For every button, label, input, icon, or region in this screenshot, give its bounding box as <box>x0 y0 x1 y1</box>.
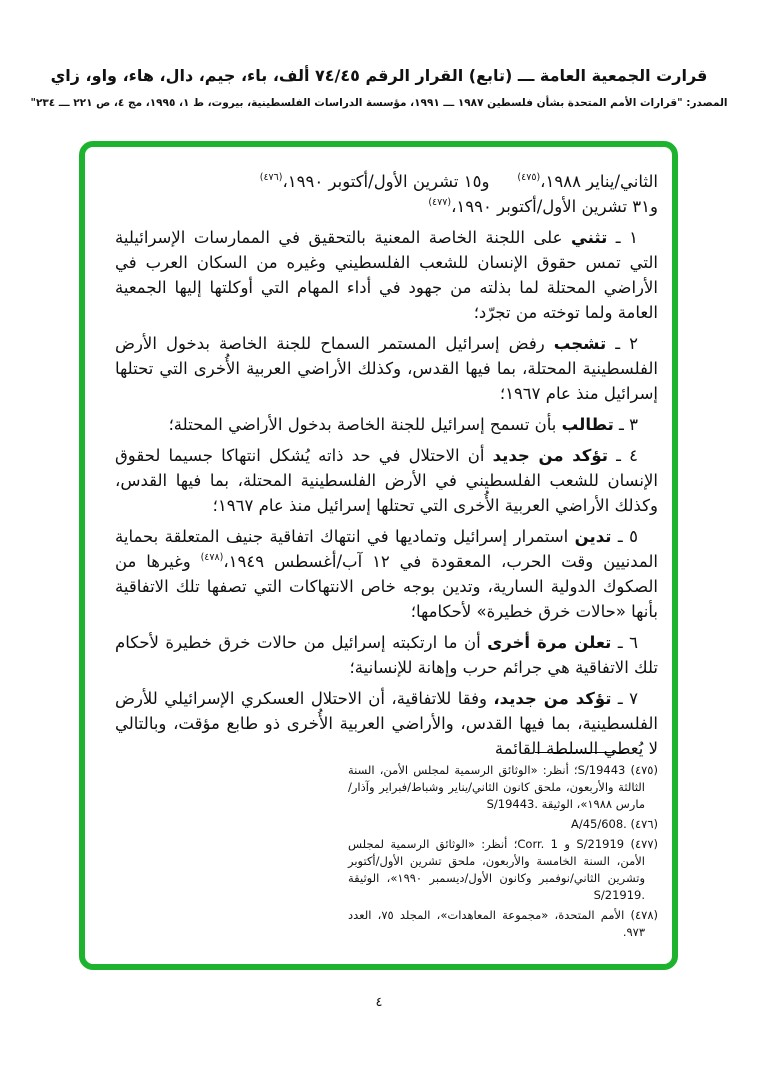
text-run: وغيرها من الصكوك الدولية السارية، وتدين بوجه خاص الانتهاكات التي تصفها تلك الاتفاقية بأنها «حالات خرق خطيرة» لأحكامها؛ <box>115 552 658 621</box>
intro-line <box>115 169 658 194</box>
page-number: ٤ <box>375 995 383 1010</box>
footnote: (٤٧٨) الأمم المتحدة، «مجموعة المعاهدات»، المجلد ٧٥، العدد ٩٧٣. <box>348 908 658 939</box>
footnote-list <box>348 762 658 941</box>
resolution-paragraph <box>115 686 658 761</box>
text-run: وفقا للاتفاقية، أن الاحتلال العسكري الإسرائيلي للأرض الفلسطينية، بما فيها القدس، والأراضي العربية الأُخرى ذو طابع مؤقت، وبالتالي لا يُعطي السلطة القائمة <box>115 689 658 758</box>
resolution-paragraphs <box>115 225 658 761</box>
text-run: الثاني/يناير ١٩٨٨، <box>540 172 658 191</box>
text-run: ٦ ـ <box>611 633 638 652</box>
text-run: ٥ ـ <box>611 527 638 546</box>
operative-word: تدين <box>574 527 612 546</box>
operative-word: تؤكد من جديد، <box>493 689 612 708</box>
footnote-separator <box>535 752 628 753</box>
text-run: استمرار إسرائيل وتماديها في انتهاك اتفاقية جنيف المتعلقة بحماية المدنيين وقت الحرب، المعقودة في ١٢ آب/أغسطس ١٩٤٩، <box>115 527 659 571</box>
source-line: المصدر: "قرارات الأمم المتحدة بشأن فلسطين ١٩٨٧ ـــ ١٩٩١، مؤسسة الدراسات الفلسطينية، بيروت، ط ١، ١٩٩٥، مج ٤، ص ٢٢١ ـــ ٢٣٤" <box>30 97 728 109</box>
footnote-ref: (٤٧٨) <box>200 552 224 563</box>
resolution-paragraph <box>115 630 658 680</box>
intro-line <box>115 194 658 219</box>
footnote-area <box>348 752 658 944</box>
resolution-paragraph <box>115 524 658 624</box>
page-header <box>0 66 758 109</box>
resolution-paragraph <box>115 412 658 437</box>
intro-lines <box>115 169 658 219</box>
footnote: (٤٧٧) S/21919 و Corr. 1؛ أنظر: «الوثائق الرسمية لمجلس الأمن، السنة الخامسة والأربعون، ملحق تشرين الأول/أكتوبر وتشرين الثاني/نوفمبر وكانون الأول/ديسمبر ١٩٩٠»، الوثيقة S/21919.‎ <box>348 837 658 902</box>
operative-word: تثني <box>570 228 608 247</box>
footnote-ref: (٤٧٦) <box>259 172 283 183</box>
text-run: و٣١ تشرين الأول/أكتوبر ١٩٩٠، <box>451 197 658 216</box>
text-run: ٢ ـ <box>606 334 638 353</box>
text-run: رفض إسرائيل المستمر السماح للجنة الخاصة بدخول الأرض الفلسطينية المحتلة، بما فيها القدس، وكذلك الأراضي العربية الأُخرى التي تحتلها إسرائيل منذ عام ١٩٦٧؛ <box>115 334 658 403</box>
resolution-box <box>79 141 678 970</box>
text-run: ٤ ـ <box>607 446 638 465</box>
operative-word: تؤكد من جديد <box>492 446 608 465</box>
text-run: بأن تسمح إسرائيل للجنة الخاصة بدخول الأراضي المحتلة؛ <box>168 415 562 434</box>
text-run: أن ما ارتكبته إسرائيل من حالات خرق خطيرة لأحكام تلك الاتفاقية هي جرائم حرب وإهانة للإنسانية؛ <box>115 633 658 677</box>
footnote: (٤٧٦) A/45/608.‎ <box>570 817 658 831</box>
text-run: و١٥ تشرين الأول/أكتوبر ١٩٩٠، <box>282 172 490 191</box>
operative-word: تشجب <box>553 334 607 353</box>
operative-word: تعلن مرة أخرى <box>487 633 612 652</box>
resolution-paragraph <box>115 225 658 325</box>
footnote: (٤٧٥) S/19443؛ أنظر: «الوثائق الرسمية لمجلس الأمن، السنة الثالثة والأربعون، ملحق كانون الثاني/يناير وشباط/فبراير وآذار/مارس ١٩٨٨»، الوثيقة S/19443.‎ <box>348 763 658 811</box>
text-run: ١ ـ <box>607 228 638 247</box>
text-run: أن الاحتلال في حد ذاته يُشكل انتهاكا جسيما لحقوق الإنسان للشعب الفلسطيني في الأرض الفلسطينية المحتلة، بما فيها القدس، وكذلك الأراضي العربية الأُخرى التي تحتلها إسرائيل منذ عام ١٩٦٧؛ <box>115 446 658 515</box>
text-run: ٣ ـ <box>613 415 638 434</box>
footnote-ref: (٤٧٧) <box>428 197 452 208</box>
footnote-ref: (٤٧٥) <box>517 172 541 183</box>
text-run: ٧ ـ <box>611 689 639 708</box>
resolution-body <box>115 169 658 761</box>
resolution-paragraph <box>115 443 658 518</box>
operative-word: تطالب <box>561 415 614 434</box>
text-run: على اللجنة الخاصة المعنية بالتحقيق في الممارسات الإسرائيلية التي تمس حقوق الإنسان للشعب الفلسطيني وغيره من السكان العرب في الأراضي المحتلة لما بذلته من جهود في أداء المهام التي أوكلتها إليها الجمعية العامة ولما توخته من تجرّد؛ <box>115 228 658 322</box>
resolution-paragraph <box>115 331 658 406</box>
page-title: قرارت الجمعية العامة ـــ (تابع) القرار الرقم ٧٤/٤٥ ألف، باء، جيم، دال، هاء، واو، زاي <box>50 66 708 85</box>
